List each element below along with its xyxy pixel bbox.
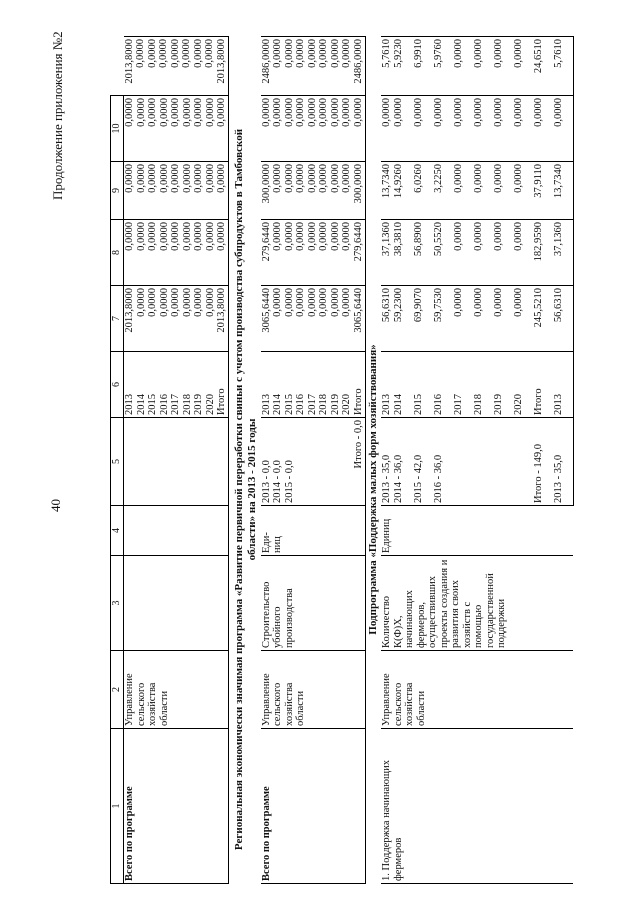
amount: 24,6510 [533,37,553,96]
amount: 0,0000 [453,286,473,352]
column-number: 5 [111,418,124,506]
row-label: Поддержка начинающих фермеров [381,760,404,881]
column-number: 4 [111,506,124,556]
amount: 59,2300 [393,286,413,352]
amount: 37,1360 [553,220,574,286]
indicator-value: 2013 - 35,0 [553,418,574,506]
indicator-value: 2015 - 42,0 [413,418,433,506]
amount: 0,0000 [453,37,473,96]
amount: 3,2250 [433,162,453,220]
subprogram-title: Подпрограмма «Поддержка малых форм хозяйствования» [366,344,379,635]
amount: 0,0000 [473,286,493,352]
amount: 0,0000 [493,37,513,96]
amount: 69,9070 [413,286,433,352]
amount: 59,7530 [433,286,453,352]
amount: 0,0000 [493,220,513,286]
year-list: 2013 2014 2015 2016 2017 2018 2019 2020 Итого [261,352,366,418]
amount: 0,0000 [453,162,473,220]
year: 2015 [413,352,433,418]
amount: 5,7610 [553,37,574,96]
amount: 0,0000 [473,37,493,96]
amount: 0,0000 [473,162,493,220]
indicator-value [473,418,493,506]
amount-list: 300,0000 0,0000 0,0000 0,0000 0,0000 0,0000 0,0000 0,0000 300,0000 [261,162,366,220]
indicator-name: Строительство убойного производства [261,556,366,651]
column-number: 7 [111,286,124,352]
amount: 0,0000 [393,96,413,162]
unit: Единиц [381,506,573,556]
amount: 56,6310 [381,286,393,352]
amount: 0,0000 [493,162,513,220]
amount: 13,7340 [553,162,574,220]
amount: 0,0000 [433,96,453,162]
year: 2019 [493,352,513,418]
year: 2020 [513,352,533,418]
amount: 5,9760 [433,37,453,96]
amount: 38,3810 [393,220,413,286]
amount: 0,0000 [513,37,533,96]
amount-list: 2013,8000 0,0000 0,0000 0,0000 0,0000 0,0000 0,0000 0,0000 2013,8000 [124,37,229,96]
year: 2013 [381,352,393,418]
amount-list: 2486,0000 0,0000 0,0000 0,0000 0,0000 0,0000 0,0000 0,0000 2486,0000 [261,37,366,96]
year-list: 2013 2014 2015 2016 2017 2018 2019 2020 Итого [124,352,229,418]
amount: 0,0000 [473,220,493,286]
column-number: 3 [111,556,124,651]
indicator-value [513,418,533,506]
amount: 37,1360 [381,220,393,286]
amount-list: 0,0000 0,0000 0,0000 0,0000 0,0000 0,0000 0,0000 0,0000 0,0000 [124,96,229,162]
amount: 14,9260 [393,162,413,220]
year: 2013 [553,352,574,418]
program-title: Региональная экономически значимая программа «Развитие первичной переработки свиньи с учетом производства субпродуктов в Тамбовской области» на 2013 - 2015 годы [232,128,258,851]
amount: 245,5210 [533,286,553,352]
amount: 6,0260 [413,162,433,220]
indicator-value: Итого - 149,0 [533,418,553,506]
amount: 0,0000 [413,96,433,162]
amount: 6,9910 [413,37,433,96]
year: 2017 [453,352,473,418]
column-number: 1 [111,729,124,884]
page-number: 40 [48,499,63,512]
amount-list: 0,0000 0,0000 0,0000 0,0000 0,0000 0,0000 0,0000 0,0000 0,0000 [261,96,366,162]
column-number: 6 [111,352,124,418]
amount: 0,0000 [553,96,574,162]
amount: 0,0000 [513,286,533,352]
indicator-value [453,418,473,506]
amount: 56,8900 [413,220,433,286]
row-label: Всего по программе [124,729,229,884]
column-number: 10 [111,96,124,162]
amount-list: 0,0000 0,0000 0,0000 0,0000 0,0000 0,0000 0,0000 0,0000 0,0000 [124,220,229,286]
row-index: 1. [381,873,392,881]
amount: 182,9590 [533,220,553,286]
responsible-org: Управление сельского хозяйства области [381,651,573,729]
amount: 0,0000 [453,96,473,162]
year: 2014 [393,352,413,418]
column-number-row [111,37,124,884]
appendix-caption: Продолжение приложения №2 [50,31,65,200]
amount: 5,7610 [381,37,393,96]
amount: 5,9230 [393,37,413,96]
amount: 0,0000 [533,96,553,162]
responsible-org: Управление сельского хозяйства области [261,651,366,729]
measure-row [381,37,393,884]
year: 2018 [473,352,493,418]
amount-list: 2013,8000 0,0000 0,0000 0,0000 0,0000 0,0000 0,0000 0,0000 2013,8000 [124,286,229,352]
column-number: 8 [111,220,124,286]
amount: 13,7340 [381,162,393,220]
amount: 0,0000 [513,162,533,220]
budget-table [110,36,574,884]
amount: 0,0000 [493,286,513,352]
column-number: 2 [111,651,124,729]
indicator-total: Итого - 0,0 [353,420,364,469]
total-program-row [124,37,229,884]
year: Итого [533,352,553,418]
amount-list: 0,0000 0,0000 0,0000 0,0000 0,0000 0,0000 0,0000 0,0000 0,0000 [124,162,229,220]
year: 2016 [433,352,453,418]
amount: 0,0000 [473,96,493,162]
amount: 37,9110 [533,162,553,220]
column-number: 9 [111,162,124,220]
row-label: Всего по программе [261,729,366,884]
amount: 0,0000 [381,96,393,162]
amount-list: 279,6440 0,0000 0,0000 0,0000 0,0000 0,0000 0,0000 0,0000 279,6440 [261,220,366,286]
amount: 0,0000 [453,220,473,286]
program-row [261,37,366,884]
responsible-org: Управление сельского хозяйства области [124,651,229,729]
indicator-value: 2016 - 36,0 [433,418,453,506]
amount: 0,0000 [493,96,513,162]
amount-list: 3065,6440 0,0000 0,0000 0,0000 0,0000 0,0000 0,0000 0,0000 3065,6440 [261,286,366,352]
amount: 50,5520 [433,220,453,286]
indicator-name: Количество К(Ф)Х, начинающих фермеров, осуществивших проекты создания и развития своих хозяйств с помощью государственной поддержки [381,556,573,651]
indicator-values: 2013 - 0,0 2014 - 0,0 2015 - 0,0 [260,460,295,503]
indicator-value: 2014 - 36,0 [393,418,413,506]
budget-table-sheet [110,36,564,884]
amount: 0,0000 [513,96,533,162]
indicator-value: 2013 - 35,0 [381,418,393,506]
indicator-value [493,418,513,506]
amount: 56,6310 [553,286,574,352]
unit: Еди- ниц [261,506,366,556]
amount: 0,0000 [513,220,533,286]
